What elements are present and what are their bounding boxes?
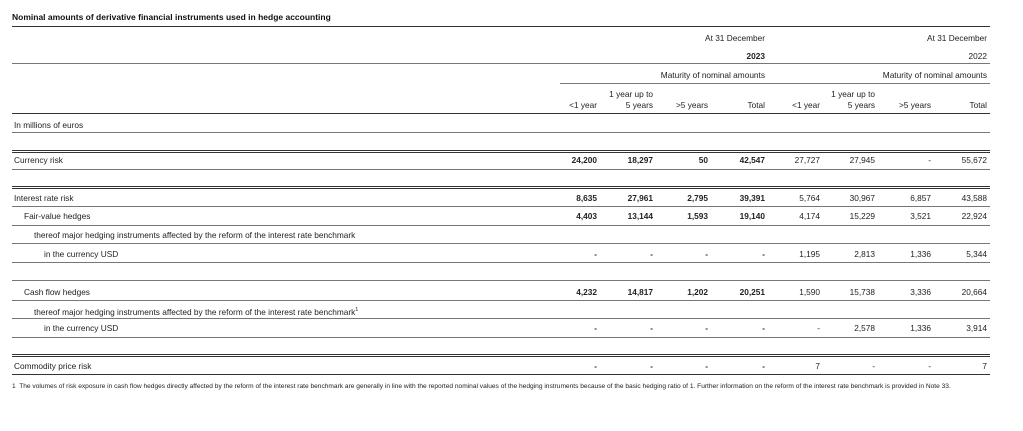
- cell: 30,967: [849, 193, 875, 203]
- row-label-fairvalue: Fair-value hedges: [24, 211, 91, 221]
- rule-before-currency: [12, 150, 990, 153]
- cell: 20,664: [961, 287, 987, 297]
- col-1to5-a-2023: 1 year up to: [609, 89, 653, 99]
- cell: 1,590: [799, 287, 820, 297]
- maturity-2023: Maturity of nominal amounts: [660, 70, 765, 80]
- cell: 1,593: [687, 211, 708, 221]
- cell: -: [872, 361, 875, 371]
- col-1to5-b-2023: 5 years: [625, 100, 653, 110]
- cell: 15,738: [849, 287, 875, 297]
- rule-after-thereof-2: [12, 318, 990, 319]
- cell: 7: [982, 361, 987, 371]
- rule-before-cashflow: [12, 280, 990, 281]
- cell: 19,140: [739, 211, 765, 221]
- col-total-2022: Total: [969, 100, 987, 110]
- cell: 6,857: [910, 193, 931, 203]
- cell: -: [817, 323, 820, 333]
- row-label-commodity: Commodity price risk: [14, 361, 92, 371]
- year-2022: 2022: [968, 51, 987, 61]
- cell: -: [650, 323, 653, 333]
- cell: 8,635: [576, 193, 597, 203]
- cell: -: [705, 249, 708, 259]
- maturity-rule: [560, 83, 990, 84]
- cell: 18,297: [627, 155, 653, 165]
- cell: 39,391: [739, 193, 765, 203]
- year-2023: 2023: [746, 51, 765, 61]
- cell: 27,961: [627, 193, 653, 203]
- year-rule: [12, 63, 990, 64]
- footnote-ref: 1: [355, 307, 359, 313]
- cell: -: [594, 323, 597, 333]
- cell: 3,336: [910, 287, 931, 297]
- cell: 55,672: [961, 155, 987, 165]
- footnote-marker: 1: [12, 383, 16, 390]
- footnote: [12, 383, 992, 392]
- cell: 1,336: [910, 323, 931, 333]
- col-1to5-a-2022: 1 year up to: [831, 89, 875, 99]
- row-label-cashflow: Cash flow hedges: [24, 287, 90, 297]
- cell: 7: [815, 361, 820, 371]
- cell: 2,795: [687, 193, 708, 203]
- row-label-interest: Interest rate risk: [14, 193, 74, 203]
- table-title: Nominal amounts of derivative financial instruments used in hedge accounting: [12, 12, 331, 22]
- cell: -: [928, 361, 931, 371]
- cell: 15,229: [849, 211, 875, 221]
- cell: 5,344: [966, 249, 987, 259]
- cell: 1,195: [799, 249, 820, 259]
- row-label-usd-2: in the currency USD: [44, 323, 119, 333]
- cell: 20,251: [739, 287, 765, 297]
- cell: 14,817: [627, 287, 653, 297]
- rule-before-commodity: [12, 354, 990, 357]
- maturity-2022: Maturity of nominal amounts: [882, 70, 987, 80]
- row-label-thereof-2: thereof major hedging instruments affected by the reform of the interest rate benchmark$^1$: [34, 306, 359, 317]
- cell: 43,588: [961, 193, 987, 203]
- rule-after-thereof-1: [12, 243, 990, 244]
- cell: -: [594, 249, 597, 259]
- cell: 3,521: [910, 211, 931, 221]
- row-label-currency: Currency risk: [14, 155, 63, 165]
- cell: -: [762, 323, 765, 333]
- rule-after-currency: [12, 169, 990, 170]
- col-1to5-b-2022: 5 years: [847, 100, 875, 110]
- cell: -: [762, 249, 765, 259]
- cell: -: [762, 361, 765, 371]
- rule-after-cashflow: [12, 300, 990, 301]
- row-label-usd-1: in the currency USD: [44, 249, 119, 259]
- cell: -: [650, 249, 653, 259]
- cell: -: [705, 361, 708, 371]
- col-gt5-2022: >5 years: [898, 100, 931, 110]
- cell: 4,174: [799, 211, 820, 221]
- footnote-text: The volumes of risk exposure in cash flow hedges directly affected by the reform of the interest rate benchmark are generally in line with the reported nominal values of the hedging instruments because of the basic hedging ratio of 1. Further information on the reform of the interest rate benchmark is provided in Note 33.: [19, 383, 951, 390]
- column-header-rule: [12, 113, 990, 114]
- cell: 27,727: [794, 155, 820, 165]
- cell: 22,924: [961, 211, 987, 221]
- cell: 2,813: [854, 249, 875, 259]
- cell: 4,232: [576, 287, 597, 297]
- cell: 24,200: [571, 155, 597, 165]
- cell: 42,547: [739, 155, 765, 165]
- col-lt1-2022: <1 year: [792, 100, 820, 110]
- bottom-rule: [12, 374, 990, 375]
- cell: -: [594, 361, 597, 371]
- row-label-thereof-1: thereof major hedging instruments affected by the reform of the interest rate benchmark: [34, 230, 356, 240]
- top-rule: [12, 26, 990, 27]
- cell: 50: [698, 155, 708, 165]
- cell: 2,578: [854, 323, 875, 333]
- col-gt5-2023: >5 years: [675, 100, 708, 110]
- cell: 5,764: [799, 193, 820, 203]
- cell: 27,945: [849, 155, 875, 165]
- rule-after-usd-1: [12, 262, 990, 263]
- rule-after-usd-2: [12, 337, 990, 338]
- cell: -: [650, 361, 653, 371]
- cell: 3,914: [966, 323, 987, 333]
- rule-after-fairvalue: [12, 225, 990, 226]
- cell: -: [928, 155, 931, 165]
- col-lt1-2023: <1 year: [569, 100, 597, 110]
- cell: 1,202: [687, 287, 708, 297]
- cell: 1,336: [910, 249, 931, 259]
- col-total-2023: Total: [747, 100, 765, 110]
- cell: -: [705, 323, 708, 333]
- cell: 4,403: [576, 211, 597, 221]
- rule-after-interest: [12, 206, 990, 207]
- cell: 13,144: [627, 211, 653, 221]
- rule-before-interest: [12, 186, 990, 189]
- at-date-2023: At 31 December: [705, 33, 765, 43]
- unit-label: In millions of euros: [14, 120, 84, 130]
- at-date-2022: At 31 December: [927, 33, 987, 43]
- unit-rule: [12, 132, 990, 133]
